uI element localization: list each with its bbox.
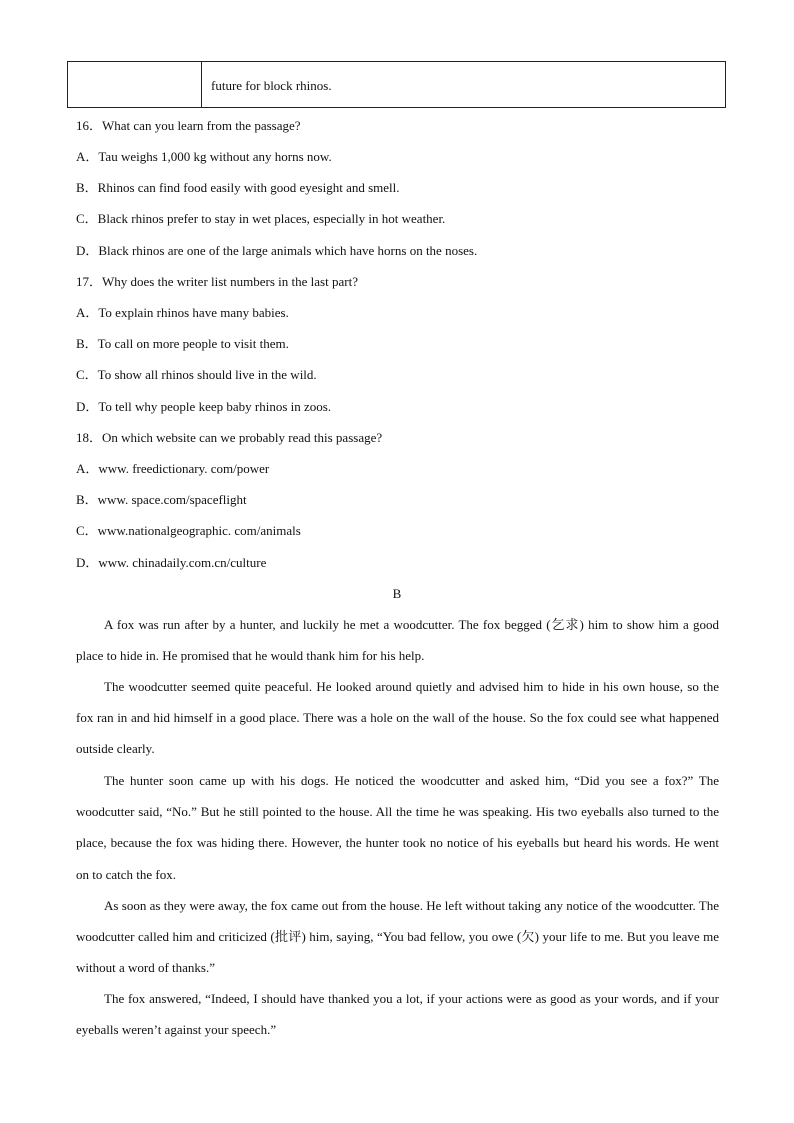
question-17-option-d: D．To tell why people keep baby rhinos in zoos. [76,399,332,414]
question-18-option-b: B．www. space.com/spaceflight [76,492,247,507]
table-cell-text: future for block rhinos. [211,78,332,93]
question-16-option-d: D．Black rhinos are one of the large animals which have horns on the noses. [76,243,478,258]
question-18-option-a: A．www. freedictionary. com/power [76,461,270,476]
question-16-option-c: C．Black rhinos prefer to stay in wet places, especially in hot weather. [76,211,446,226]
question-17-option-a: A．To explain rhinos have many babies. [76,305,289,320]
question-16-option-b: B．Rhinos can find food easily with good eyesight and smell. [76,180,400,195]
question-17-option-c: C．To show all rhinos should live in the wild. [76,367,317,382]
question-17-option-b: B．To call on more people to visit them. [76,336,289,351]
passage-paragraph-3: The hunter soon came up with his dogs. He noticed the woodcutter and asked him, “Did you see a fox?” The woodcutter said, “No.” But he still pointed to the house. All the time he was speaking. His two eyeballs also turned to the place, because the fox was hiding there. However, the hunter took no notice of his eyeballs but heard his words. He went on to catch the fox. [76,773,719,882]
question-18-stem: 18．On which website can we probably read this passage? [76,430,383,445]
passage-paragraph-4: As soon as they were away, the fox came out from the house. He left without taking any notice of the woodcutter. The woodcutter called him and criticized (批评) him, saying, “You bad fellow, you owe (欠) your life to me. But you leave me without a word of thanks.” [76,898,719,976]
passage-paragraph-5: The fox answered, “Indeed, I should have thanked you a lot, if your actions were as good as your words, and if your eyeballs weren’t against your speech.” [76,991,719,1038]
question-17-stem: 17．Why does the writer list numbers in the last part? [76,274,358,289]
question-18-option-d: D．www. chinadaily.com.cn/culture [76,555,267,570]
section-label: B [392,586,402,601]
question-18-option-c: C．www.nationalgeographic. com/animals [76,523,301,538]
answer-table [67,61,726,108]
question-16-option-a: A．Tau weighs 1,000 kg without any horns now. [76,149,332,164]
passage-paragraph-1: A fox was run after by a hunter, and luckily he met a woodcutter. The fox begged (乞求) him to show him a good place to hide in. He promised that he would thank him for his help. [76,617,719,664]
passage-paragraph-2: The woodcutter seemed quite peaceful. He looked around quietly and advised him to hide in his own house, so the fox ran in and hid himself in a good place. There was a hole on the wall of the house. So the fox could see what happened outside clearly. [76,679,719,757]
table-cell-empty [68,62,202,107]
question-16-stem: 16．What can you learn from the passage? [76,118,301,133]
